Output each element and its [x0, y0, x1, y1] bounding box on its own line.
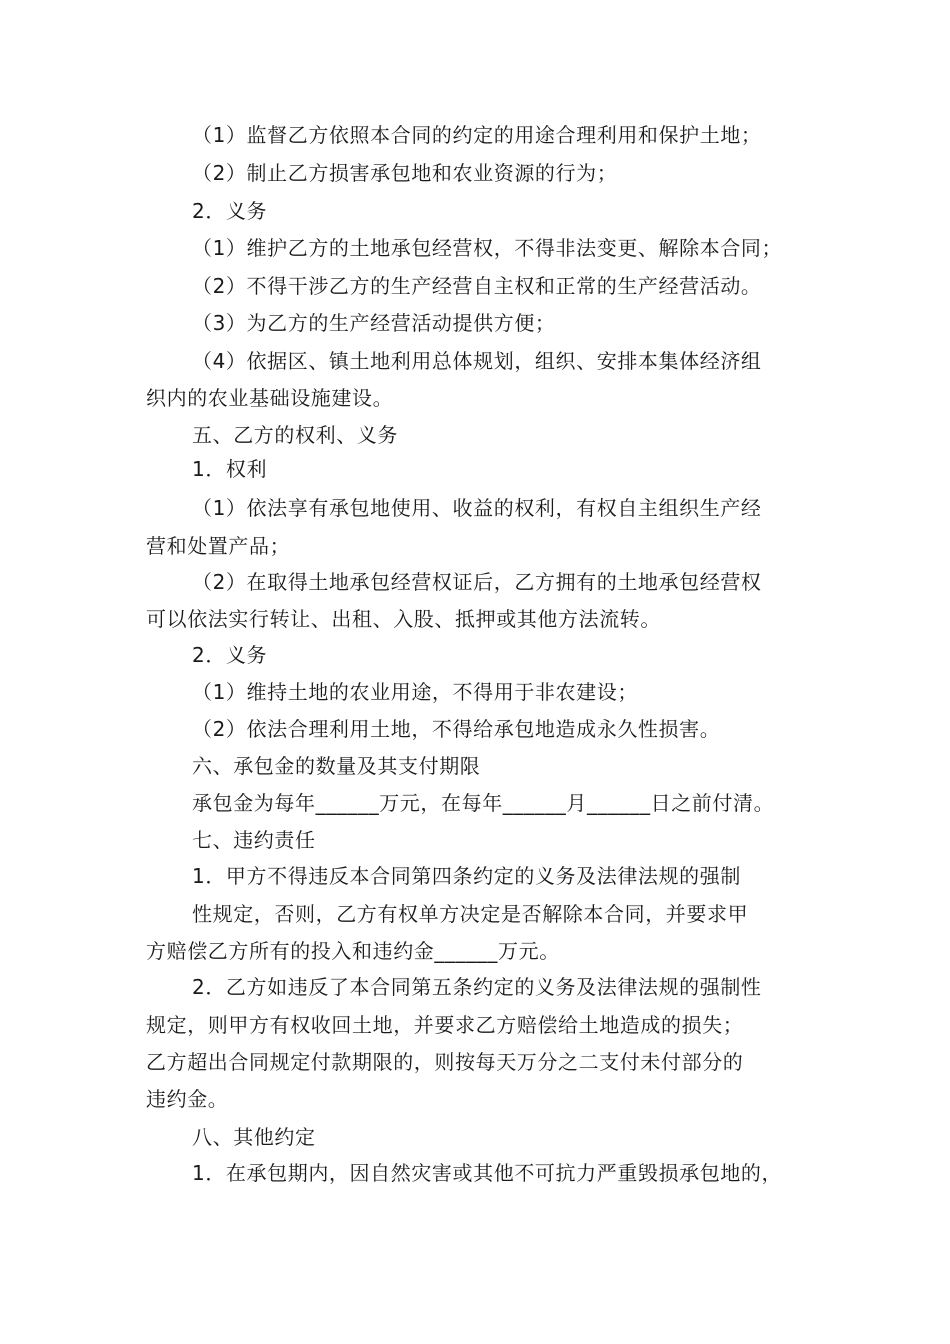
text-line: （1）维护乙方的土地承包经营权，不得非法变更、解除本合同； [192, 236, 783, 260]
text-line: （3）为乙方的生产经营活动提供方便； [192, 311, 556, 335]
text-line: （1）监督乙方依照本合同的约定的用途合理利用和保护土地； [192, 123, 762, 147]
text-line: 织内的农业基础设施建设。 [146, 386, 394, 410]
text-line: （1）维持土地的农业用途，不得用于非农建设； [192, 680, 638, 704]
text-line: （4）依据区、镇土地利用总体规划，组织、安排本集体经济组 [192, 349, 762, 373]
text-line: 规定，则甲方有权收回土地，并要求乙方赔偿给土地造成的损失； [146, 1013, 744, 1037]
text-line: 营和处置产品； [146, 534, 291, 558]
text-line: （2）制止乙方损害承包地和农业资源的行为； [192, 161, 618, 185]
text-line: 2．乙方如违反了本合同第五条约定的义务及法律法规的强制性 [192, 975, 762, 999]
section-heading: 六、承包金的数量及其支付期限 [192, 754, 481, 778]
text-line: （2）不得干涉乙方的生产经营自主权和正常的生产经营活动。 [192, 274, 762, 298]
text-line: （2）在取得土地承包经营权证后，乙方拥有的土地承包经营权 [192, 570, 762, 594]
text-line: 承包金为每年______万元，在每年______月______日之前付清。 [192, 791, 775, 815]
text-line: 方赔偿乙方所有的投入和违约金______万元。 [146, 939, 560, 963]
text-line: 1．在承包期内，因自然灾害或其他不可抗力严重毁损承包地的， [192, 1161, 783, 1185]
text-line: 性规定，否则，乙方有权单方决定是否解除本合同，并要求甲 [192, 902, 749, 926]
text-line: 1．甲方不得违反本合同第四条约定的义务及法律法规的强制 [192, 864, 741, 888]
text-line: （1）依法享有承包地使用、收益的权利，有权自主组织生产经 [192, 496, 762, 520]
text-line: 可以依法实行转让、出租、入股、抵押或其他方法流转。 [146, 607, 661, 631]
section-heading: 五、乙方的权利、义务 [192, 423, 398, 447]
section-heading: 七、违约责任 [192, 828, 316, 852]
text-line: （2）依法合理利用土地，不得给承包地造成永久性损害。 [192, 717, 721, 741]
section-heading: 2．义务 [192, 643, 268, 667]
section-heading: 八、其他约定 [192, 1125, 316, 1149]
section-heading: 2．义务 [192, 199, 268, 223]
text-line: 乙方超出合同规定付款期限的，则按每天万分之二支付未付部分的 [146, 1050, 744, 1074]
text-line: 违约金。 [146, 1087, 229, 1111]
section-heading: 1．权利 [192, 457, 268, 481]
